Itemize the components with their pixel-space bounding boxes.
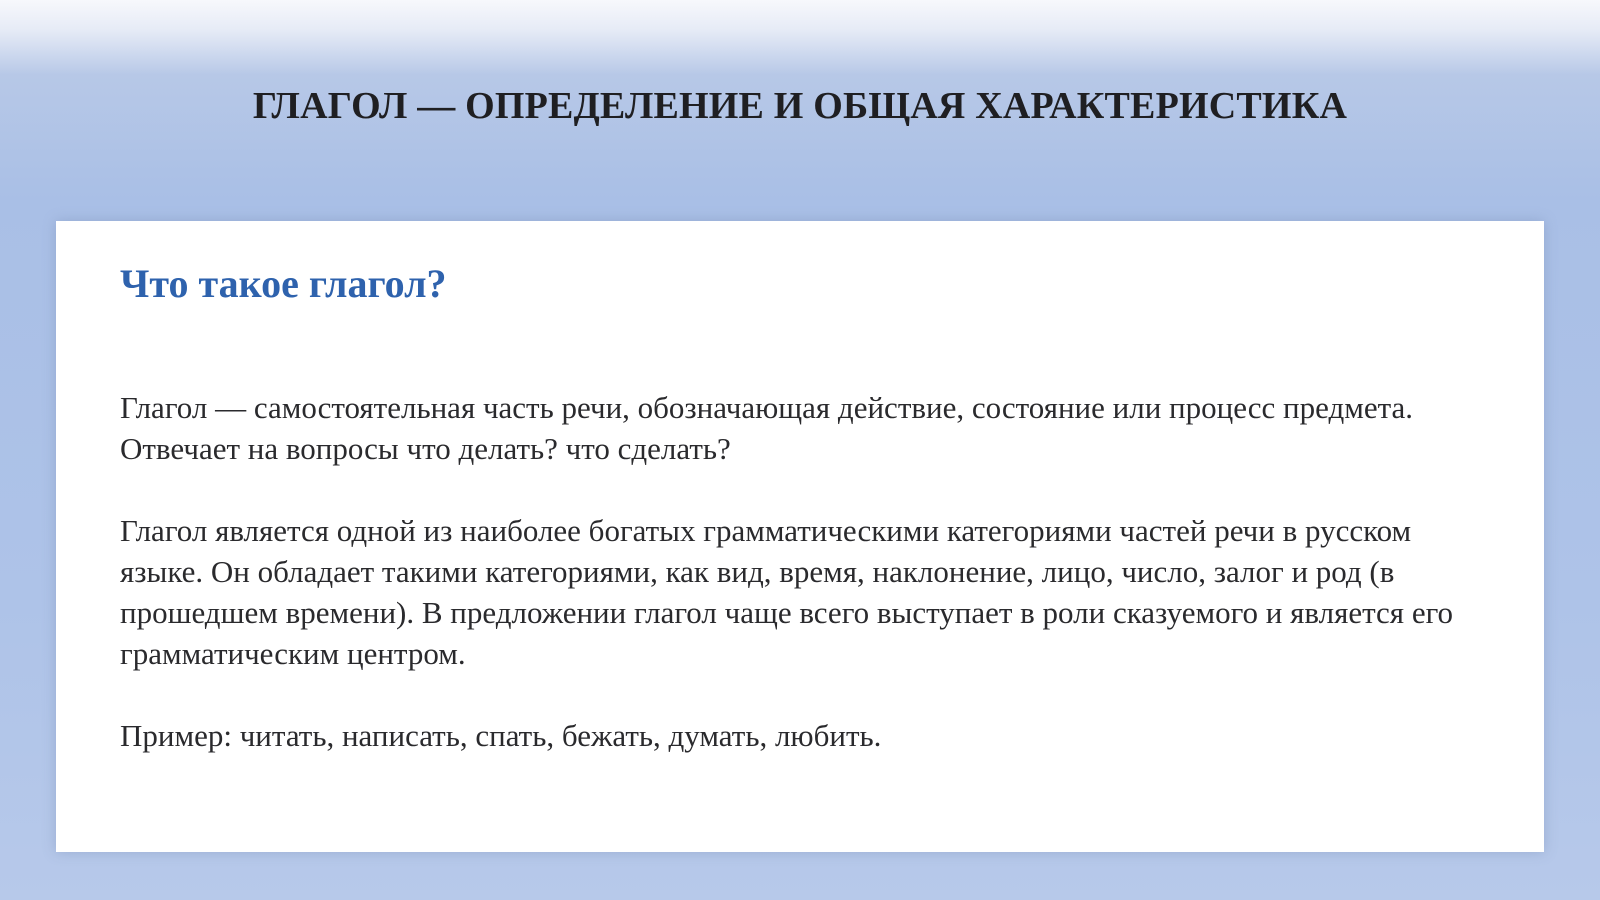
paragraph-example: Пример: читать, написать, спать, бежать, думать, любить. [120,718,882,753]
slide-title: ГЛАГОЛ — ОПРЕДЕЛЕНИЕ И ОБЩАЯ ХАРАКТЕРИСТИКА [252,85,1348,127]
paragraph-categories: Глагол является одной из наиболее богатых грамматическими категориями частей речи в русском языке. Он обладает такими категориями, как вид, время, наклонение, лицо, число, залог и род (в прошедшем времени). В предложении глагол чаще всего выступает в роли сказуемого и является его грамматическим центром. [120,513,1454,671]
card-heading: Что такое глагол? [120,261,447,306]
card-body [120,387,1460,756]
paragraph-definition: Глагол — самостоятельная часть речи, обозначающая действие, состояние или процесс предмета. Отвечает на вопросы что делать? что сделать? [120,390,1414,466]
content-card [56,221,1544,852]
